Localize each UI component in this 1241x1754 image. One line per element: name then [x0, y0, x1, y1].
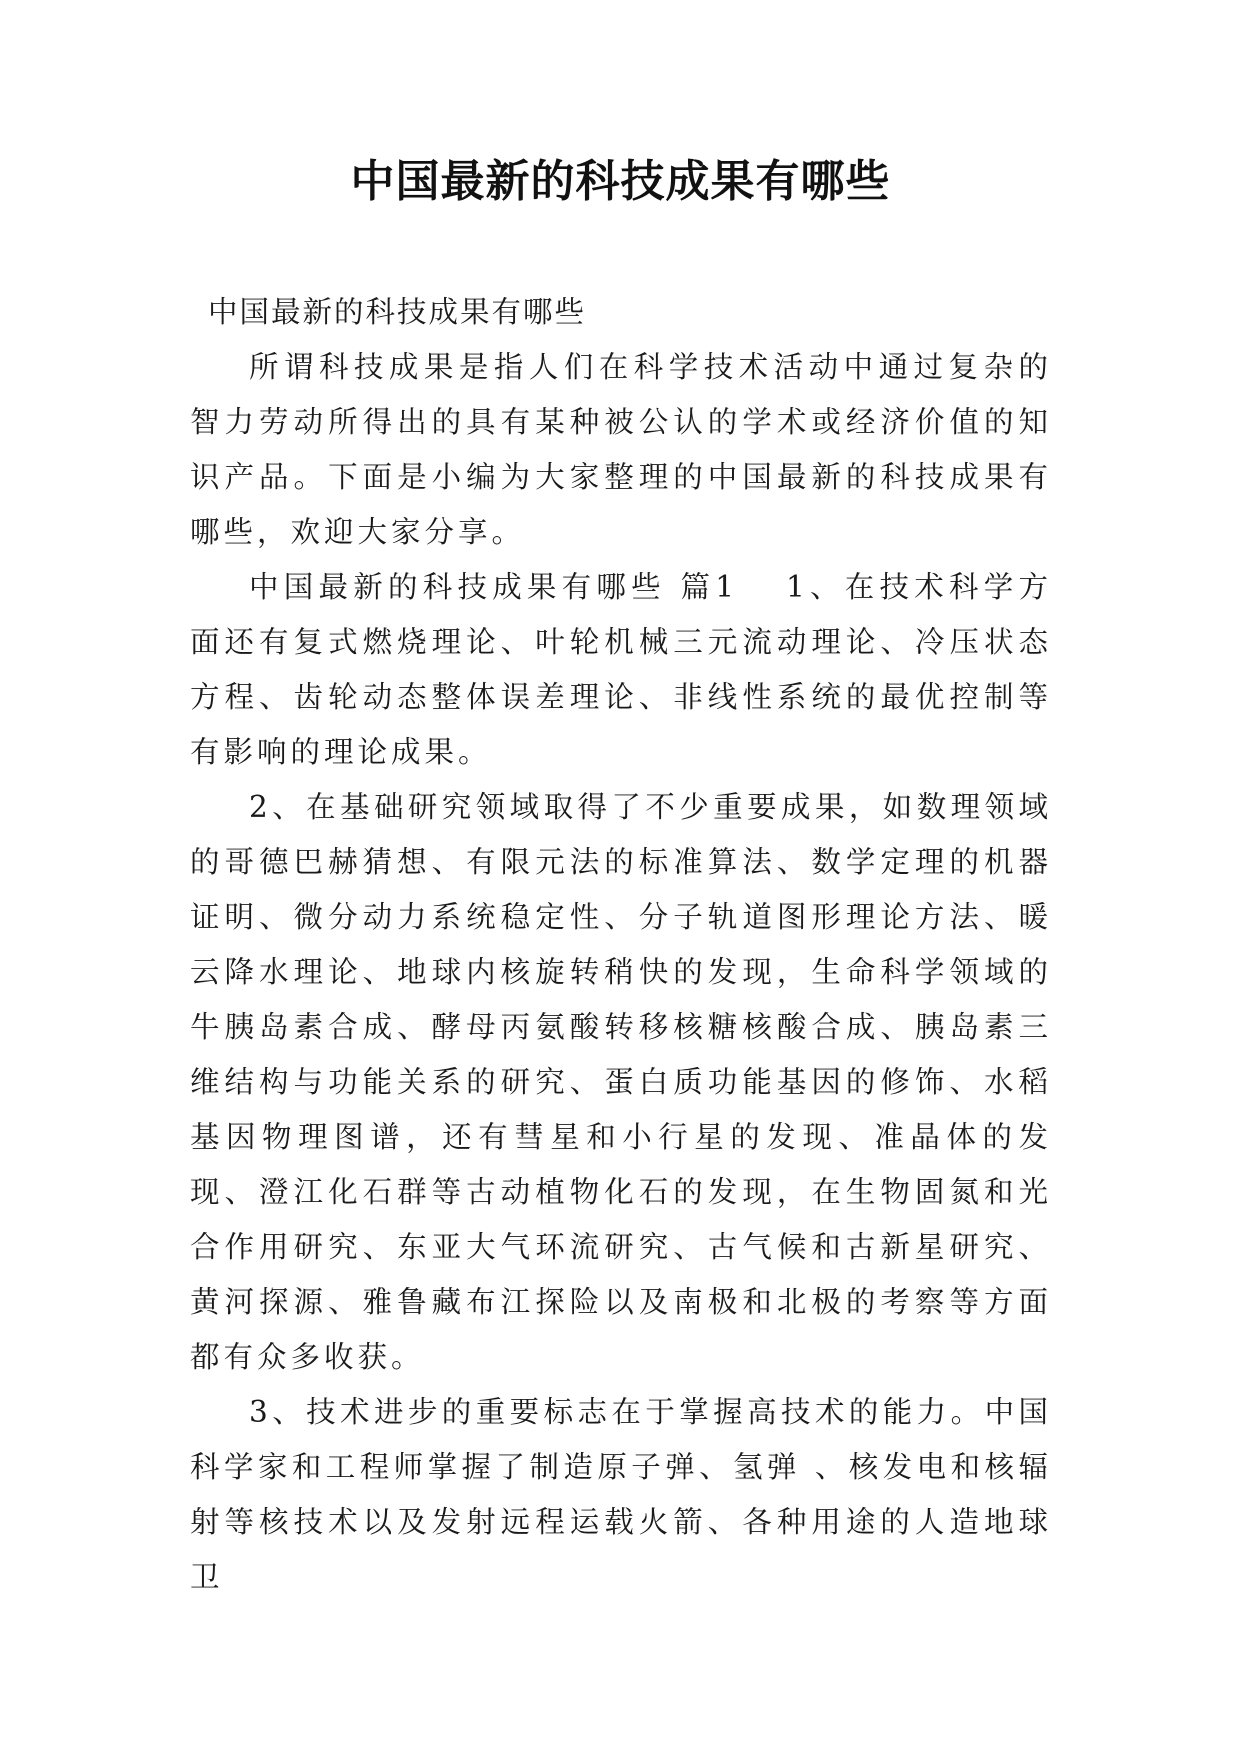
- section1-paragraph: [190, 560, 1052, 780]
- intro-paragraph: 所谓科技成果是指人们在科学技术活动中通过复杂的智力劳动所得出的具有某种被公认的学术或经济价值的知识产品。下面是小编为大家整理的中国最新的科技成果有哪些，欢迎大家分享。: [190, 350, 1052, 549]
- document-title: 中国最新的科技成果有哪些: [350, 156, 891, 207]
- item2-paragraph: 2、在基础研究领域取得了不少重要成果，如数理领域的哥德巴赫猜想、有限元法的标准算法、数学定理的机器证明、微分动力系统稳定性、分子轨道图形理论方法、暖云降水理论、地球内核旋转稍快的发现，生命科学领域的牛胰岛素合成、酵母丙氨酸转移核糖核酸合成、胰岛素三维结构与功能关系的研究、蛋白质功能基因的修饰、水稻基因物理图谱，还有彗星和小行星的发现、准晶体的发现、澄江化石群等古动植物化石的发现，在生物固氮和光合作用研究、东亚大气环流研究、古气候和古新星研究、黄河探源、雅鲁藏布江探险以及南极和北极的考察等方面都有众多收获。: [190, 790, 1052, 1374]
- document-body: [190, 285, 1052, 1605]
- section1-heading: 中国最新的科技成果有哪些 篇1: [249, 570, 739, 604]
- item3-paragraph: 3、技术进步的重要标志在于掌握高技术的能力。中国科学家和工程师掌握了制造原子弹、氢弹 、核发电和核辐射等核技术以及发射远程运载火箭、各种用途的人造地球卫: [190, 1395, 1052, 1594]
- document-subtitle: 中国最新的科技成果有哪些: [208, 295, 587, 329]
- item1-text: 1、在技术科学方面还有复式燃烧理论、叶轮机械三元流动理论、冷压状态方程、齿轮动态整体误差理论、非线性系统的最优控制等有影响的理论成果。: [190, 570, 1052, 769]
